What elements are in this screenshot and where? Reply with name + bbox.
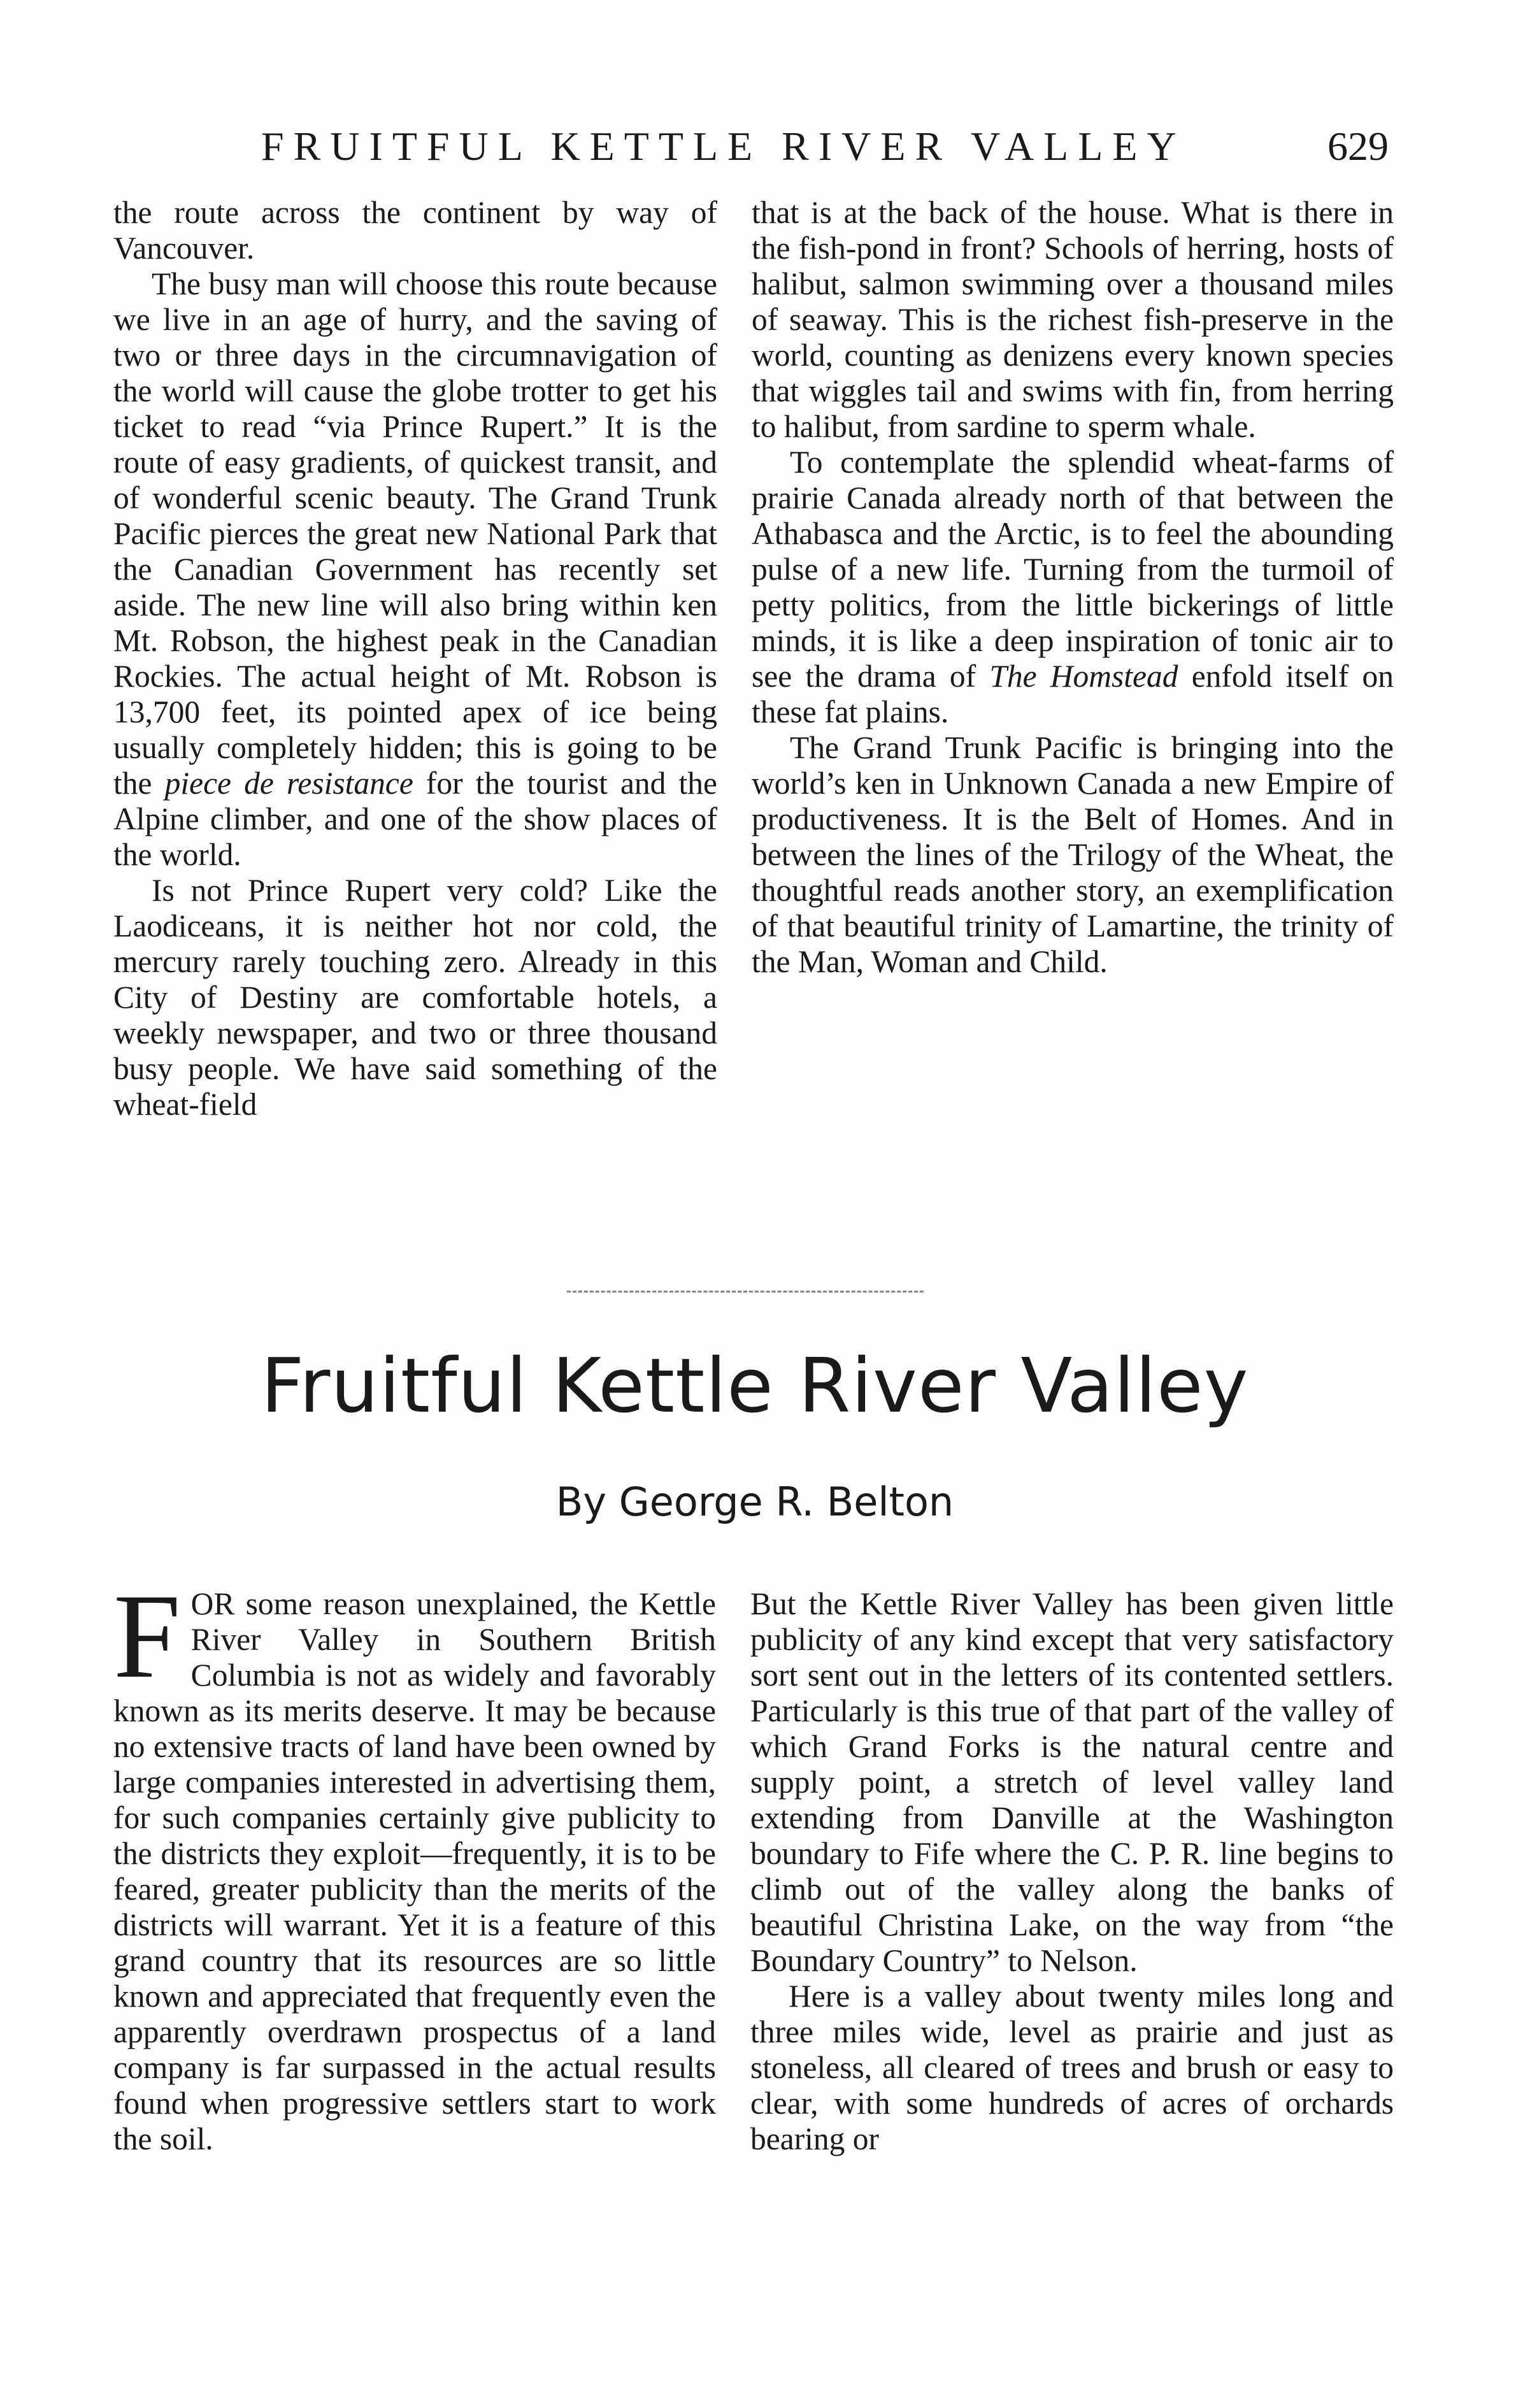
paragraph-text: To contemplate the splendid wheat-farms of prairie Canada already north of that between the Athabasca and the Arctic, is to feel the abounding pulse of a new life. Turning from the turmoil of petty politics, from the little bickerings of little minds, it is like a deep inspiration of tonic air to see the drama of: [752, 445, 1394, 694]
paragraph: the route across the continent by way of Vancouver.: [113, 195, 717, 266]
previous-article-column-right: [752, 195, 1394, 980]
italic-phrase: The Homstead: [989, 659, 1178, 694]
paragraph-text: for the tourist and the Alpine climber, and one of the show places of the world.: [113, 766, 718, 872]
section-divider: [567, 1291, 924, 1293]
paragraph: [113, 266, 717, 873]
article-column-right: [750, 1586, 1394, 2157]
italic-phrase: piece de resistance: [164, 766, 413, 801]
paragraph: But the Kettle River Valley has been given little publicity of any kind except that very satisfactory sort sent out in the letters of its contented settlers. Particularly is this true of that part of the valley of which Grand Forks is the natural centre and supply point, a stretch of level valley land extending from Danville at the Washington boundary to Fife where the C. P. R. line begins to climb out of the valley along the banks of beautiful Christina Lake, on the way from “the Boundary Country” to Nelson.: [750, 1586, 1394, 1978]
article-title: Fruitful Kettle River Valley: [261, 1342, 1249, 1430]
paragraph: Here is a valley about twenty miles long and three miles wide, level as prairie and just as stoneless, all cleared of trees and brush or easy to clear, with some hundreds of acres of orchards bearing or: [750, 1979, 1394, 2156]
paragraph-text: OR some reason unexplained, the Kettle River Valley in Southern British Columbia is not as widely and favorably known as its merits deserve. It may be because no extensive tracts of land have been owned by large companies interested in advertising them, for such companies certainly give publicity to the districts they exploit—frequently, it is to be feared, greater publicity than the merits of the districts will warrant. Yet it is a feature of this grand country that its resources are so little known and appreciated that frequently even the apparently overdrawn prospectus of a land company is far surpassed in the actual results found when progressive settlers start to work the soil.: [113, 1586, 716, 2156]
paragraph-text: enfold itself on these fat plains.: [752, 659, 1394, 729]
paragraph-text: The busy man will choose this route because we live in an age of hurry, and the saving of two or three days in the circumnavigation of the world will cause the globe trotter to get his ticket to read “via Prince Rupert.” It is the route of easy gradients, of quickest transit, and of wonderful scenic beauty. The Grand Trunk Pacific pierces the great new National Park that the Canadian Government has recently set aside. The new line will also bring within ken Mt. Robson, the highest peak in the Canadian Rockies. The actual height of Mt. Robson is 13,700 feet, its pointed apex of ice being usually completely hidden; this is going to be the: [113, 266, 717, 801]
opening-paragraph: [113, 1570, 716, 2157]
drop-cap: F: [113, 1570, 181, 1703]
article-byline: By George R. Belton: [555, 1479, 954, 1525]
paragraph: that is at the back of the house. What is there in the fish-pond in front? Schools of herring, hosts of halibut, salmon swimming over a thousand miles of seaway. This is the richest fish-preserve in the world, counting as denizens every known species that wiggles tail and swims with fin, from herring to halibut, from sardine to sperm whale.: [752, 195, 1394, 444]
paragraph: Is not Prince Rupert very cold? Like the Laodiceans, it is neither hot nor cold, the mercury rarely touching zero. Already in this City of Destiny are comfortable hotels, a weekly newspaper, and two or three thousand busy people. We have said something of the wheat-field: [113, 873, 717, 1122]
running-head: [115, 121, 1389, 178]
page-number: 629: [1327, 124, 1389, 169]
paragraph: [752, 445, 1394, 730]
previous-article-column-left: [113, 195, 717, 1122]
paragraph: The Grand Trunk Pacific is bringing into the world’s ken in Unknown Canada a new Empire of productiveness. It is the Belt of Homes. And in between the lines of the Trilogy of the Wheat, the thoughtful reads another story, an exemplification of that beautiful trinity of Lamartine, the trinity of the Man, Woman and Child.: [752, 730, 1394, 979]
running-title: FRUITFUL KETTLE RIVER VALLEY: [261, 124, 1186, 169]
article-column-left: [113, 1570, 716, 2157]
